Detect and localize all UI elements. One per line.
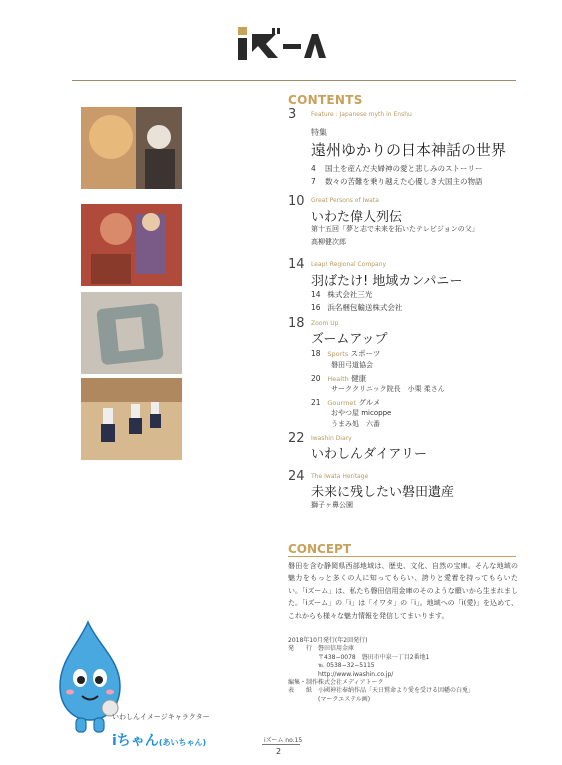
colophon-address: 〒438−0078 磐田市中泉一丁目2番地1 [318,653,430,661]
colophon-cover: 小國神社奉納作品「天日鷲命より愛を受ける因幡の白兎」 [318,687,475,695]
list-item: 18 Sports スポーツ [311,349,381,358]
colophon-publisher: 磐田信用金庫 [318,645,355,653]
concept-rule [288,556,516,557]
page-number: 24 [288,469,305,484]
section-eng: Feature : Japanese myth in Enshu [311,111,412,118]
list-item-sub: おやつ屋 micoppe [331,409,392,417]
section-title: 羽ばたけ! 地域カンパニー [311,274,463,289]
footer-rule [262,744,300,745]
list-item: 16 浜名梱包輸送株式会社 [311,303,403,312]
photo-kyudo [81,378,182,460]
section-line: 高柳健次郎 [311,238,346,246]
concept-heading: CONCEPT [288,542,352,556]
colophon-cover-artist: (マークエステル画) [318,695,371,703]
concept-text: 磐田を含む静岡県西部地域は、歴史、文化、自然の宝庫。そんな地域の魅力をもっと多くの人に知ってもらい、誇りと愛着を持ってもらいたい。「iズーム」は、私たち磐田信用金庫のそのような願いから生まれました。「iズーム」の「i」は「イワタ」の「i」。地域への「i(愛)」を込めて、これからも様々な魅力情報を発信してまいります。 [288,562,518,620]
colophon-key: 編集・制作 [288,679,319,687]
mascot-caption: いわしんイメージキャラクター [112,713,210,721]
colophon-key: 表 紙 [288,687,313,695]
section-eng: Great Persons of Iwata [311,197,379,204]
section-title: ズームアップ [311,332,388,347]
colophon [288,637,474,704]
section-label: 特集 [311,128,327,137]
section-line: 獅子ヶ鼻公園 [311,501,353,509]
mascot-ichan-illustration [48,620,138,740]
header-rule [72,80,516,81]
page-number: 14 [288,257,305,272]
colophon-editor: 株式会社メディアトーク [318,679,384,687]
izoom-logo [236,24,326,64]
section-eng: The Iwata Heritage [311,473,369,480]
list-item-sub: サーククリニック院長 小栗 柔さん [331,385,445,393]
list-item: 4 国土を産んだ夫婦神の愛と悲しみのストーリー [311,164,483,173]
page-number: 18 [288,316,305,331]
photo-painter [81,107,182,189]
mascot-name: iちゃん(あいちゃん) [112,733,207,749]
list-item-sub: 磐田弓道協会 [331,361,373,369]
colophon-tel: ℡ 0538−32−5115 [318,662,375,670]
list-item: 20 Health 健康 [311,374,367,383]
photo-painting [81,204,182,286]
section-eng: Leap! Regional Company [311,261,387,268]
list-item: 7 数々の苦難を乗り越えた心優しき大国主の物語 [311,177,483,186]
section-title: いわしんダイアリー [311,447,427,462]
contents-heading: CONTENTS [288,93,363,107]
page-number: 22 [288,431,305,446]
colophon-date: 2018年10月発行(年2回発行) [288,637,368,644]
page-number: 10 [288,194,305,209]
colophon-key: 発 行 [288,645,313,653]
colophon-url[interactable]: http://www.iwashin.co.jp/ [318,670,394,678]
section-title: いわた偉人列伝 [311,210,403,225]
list-item: 14 株式会社三光 [311,290,373,299]
footer-issue: iズーム no.15 [264,737,303,744]
section-eng: Zoom Up [311,320,339,327]
list-item-sub: うまみ処 六番 [331,420,380,428]
section-title: 未来に残したい磐田遺産 [311,485,455,500]
section-line: 第十五回「夢と志で未来を拓いたテレビジョンの父」 [311,225,479,233]
photo-nameplate [81,292,182,374]
section-eng: Iwashin Diary [311,435,352,442]
list-item: 21 Gourmet グルメ [311,398,381,407]
page-number: 3 [288,107,297,122]
section-title: 遠州ゆかりの日本神話の世界 [311,141,507,159]
page-number-footer: 2 [276,747,282,756]
